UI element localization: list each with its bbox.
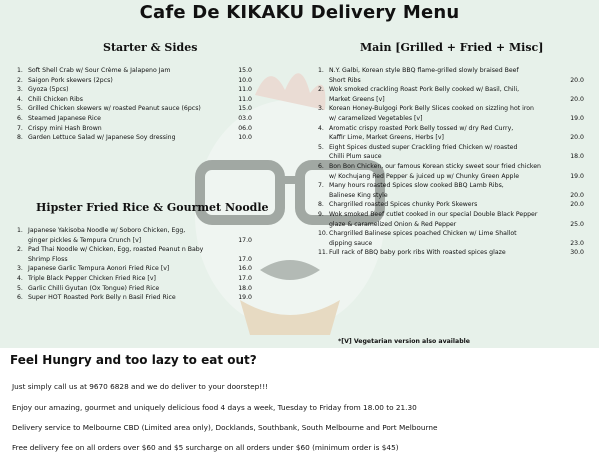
item-name: Garlic Chilli Gyutan (Ox Tongue) Fried Rice xyxy=(28,284,160,292)
item-number: 11. xyxy=(318,249,328,257)
main-heading: Main [Grilled + Fried + Misc] xyxy=(360,41,544,54)
item-price: 06.0 xyxy=(238,124,252,132)
item-price xyxy=(562,66,584,76)
item-price xyxy=(562,162,584,172)
menu-item xyxy=(318,114,584,124)
menu-item xyxy=(318,66,584,76)
info-line-phone: Just simply call us at 9670 6828 and we do deliver to your doorstep!!! xyxy=(12,382,269,391)
item-name: Japanese Garlic Tempura Aonori Fried Rice [v] xyxy=(28,265,170,273)
item-number: 2. xyxy=(17,76,23,84)
item-number: 4. xyxy=(318,124,324,132)
item-name: Chilli Plum sauce xyxy=(329,153,382,161)
item-price: 19.0 xyxy=(238,294,252,302)
item-price xyxy=(562,210,584,220)
menu-item xyxy=(318,210,584,220)
menu-item xyxy=(318,229,584,239)
item-number: 7. xyxy=(17,124,23,132)
item-price: 15.0 xyxy=(238,67,252,74)
item-name: Short Ribs xyxy=(329,76,361,84)
item-name: Wok smoked Beef cutlet cooked in our special Double Black Pepper xyxy=(329,210,538,218)
menu-item xyxy=(318,239,584,249)
item-number xyxy=(17,255,28,265)
item-name: glaze & caramelized Onion & Red Pepper xyxy=(329,220,457,228)
item-price: 16.0 xyxy=(238,265,252,273)
menu-item xyxy=(318,191,584,201)
menu-item xyxy=(17,85,252,95)
item-price: 10.0 xyxy=(238,76,252,84)
item-number: 4. xyxy=(17,95,23,103)
item-price: 30.0 xyxy=(570,249,584,257)
item-number: 8. xyxy=(318,201,324,209)
info-line-areas: Delivery service to Melbourne CBD (Limited area only), Docklands, Southbank, South Melbourne and Port Melbourne xyxy=(12,423,438,432)
menu-item xyxy=(17,124,252,134)
item-price: 18.0 xyxy=(238,284,252,292)
item-name: Kaffir Lime, Market Greens, Herbs [v] xyxy=(329,134,444,142)
item-price: 10.0 xyxy=(238,134,252,142)
item-name: Triple Black Pepper Chicken Fried Rice [v] xyxy=(28,274,156,282)
item-price: 20.0 xyxy=(570,134,584,142)
item-name: Japanese Yakisoba Noodle w/ Soboro Chicken, Egg, xyxy=(28,227,186,234)
item-price: 25.0 xyxy=(570,220,584,228)
menu-item xyxy=(318,85,584,95)
menu-item xyxy=(17,274,252,284)
item-number xyxy=(318,133,329,143)
menu-item xyxy=(17,226,252,236)
menu-item xyxy=(17,66,252,76)
item-name: Super HOT Roasted Pork Belly n Basil Fried Rice xyxy=(28,294,176,302)
menu-item xyxy=(318,133,584,143)
menu-item xyxy=(318,172,584,182)
item-number: 7. xyxy=(318,182,324,190)
item-price: 20.0 xyxy=(570,191,584,199)
item-name: Full rack of BBQ baby pork ribs With roasted spices glaze xyxy=(329,249,506,257)
item-price: 11.0 xyxy=(238,86,252,94)
item-name: Bon Bon Chicken, our famous Korean sticky sweet sour fried chicken xyxy=(329,162,541,170)
item-number: 5. xyxy=(17,284,23,292)
starter-heading: Starter & Sides xyxy=(103,41,198,54)
menu-item xyxy=(17,264,252,274)
vegetarian-note: *[V] Vegetarian version also available xyxy=(338,338,470,345)
item-name: Market Greens [v] xyxy=(329,95,385,103)
item-number: 3. xyxy=(17,265,23,273)
item-price: 20.0 xyxy=(570,95,584,103)
delivery-info xyxy=(0,348,599,457)
menu-item xyxy=(318,248,584,258)
item-number: 1. xyxy=(17,67,23,74)
menu-item xyxy=(17,236,252,246)
menu-item xyxy=(318,200,584,210)
item-price xyxy=(562,85,584,95)
item-number xyxy=(318,239,329,249)
item-name: ginger pickles & Tempura Crunch [v] xyxy=(28,236,142,244)
menu-item xyxy=(318,104,584,114)
item-price: 15.0 xyxy=(238,105,252,113)
item-name: Balinese King style xyxy=(329,191,388,199)
item-price: 20.0 xyxy=(570,201,584,209)
item-price: 19.0 xyxy=(570,114,584,122)
item-number: 5. xyxy=(318,143,324,151)
item-name: N.Y. Galbi, Korean style BBQ flame-grilled slowly braised Beef xyxy=(329,67,519,74)
item-price: 18.0 xyxy=(570,153,584,161)
item-number: 10. xyxy=(318,230,328,238)
item-number: 8. xyxy=(17,134,23,142)
item-name: Eight Spices dusted super Crackling fried Chicken w/ roasted xyxy=(329,143,518,151)
menu-item xyxy=(318,162,584,172)
item-number: 1. xyxy=(17,227,23,234)
item-name: Grilled Chicken skewers w/ roasted Peanut sauce (6pcs) xyxy=(28,105,201,113)
item-name: Steamed Japanese Rice xyxy=(28,114,101,122)
item-price xyxy=(562,104,584,114)
menu-item xyxy=(17,284,252,294)
item-name: w/ Kochujang Red Pepper & juiced up w/ Chunky Green Apple xyxy=(329,172,520,180)
item-number xyxy=(318,191,329,201)
item-price: 11.0 xyxy=(238,95,252,103)
item-number: 9. xyxy=(318,210,324,218)
menu-item xyxy=(318,181,584,191)
item-name: dipping sauce xyxy=(329,239,373,247)
item-price xyxy=(562,124,584,134)
item-price xyxy=(562,181,584,191)
menu-item xyxy=(17,104,252,114)
info-line-hours: Enjoy our amazing, gourmet and uniquely delicious food 4 days a week, Tuesday to Friday from 18.00 to 21.30 xyxy=(12,403,417,412)
menu-item xyxy=(318,76,584,86)
item-price xyxy=(562,229,584,239)
item-name: Korean Honey-Bulgogi Pork Belly Slices cooked on sizzling hot iron xyxy=(329,105,534,113)
item-name: Chargrilled Balinese spices poached Chicken w/ Lime Shallot xyxy=(329,230,517,238)
item-number: 6. xyxy=(17,294,23,302)
item-name: Chili Chicken Ribs xyxy=(28,95,83,103)
item-number xyxy=(318,172,329,182)
item-name: Soft Shell Crab w/ Sour Crème & Jalapeno Jam xyxy=(28,67,171,74)
item-number: 1. xyxy=(318,67,324,74)
menu-item xyxy=(318,95,584,105)
item-name: Gyoza (5pcs) xyxy=(28,86,69,94)
item-name: Wok smoked crackling Roast Pork Belly cooked w/ Basil, Chili, xyxy=(329,86,520,94)
item-number: 6. xyxy=(318,162,324,170)
menu-item xyxy=(17,95,252,105)
main-list xyxy=(318,66,584,258)
item-number: 5. xyxy=(17,105,23,113)
menu-item xyxy=(17,293,252,303)
item-number: 4. xyxy=(17,274,23,282)
item-name: Crispy mini Hash Brown xyxy=(28,124,102,132)
item-price xyxy=(230,245,252,255)
item-number xyxy=(318,152,329,162)
item-name: w/ caramelized Vegetables [v] xyxy=(329,114,423,122)
item-name: Pad Thai Noodle w/ Chicken, Egg, roasted Peanut n Baby xyxy=(28,246,204,254)
menu-item xyxy=(17,245,252,255)
hipster-list xyxy=(17,226,252,303)
item-price xyxy=(230,226,252,236)
item-number xyxy=(318,76,329,86)
menu-item xyxy=(17,114,252,124)
hipster-heading: Hipster Fried Rice & Gourmet Noodle xyxy=(36,201,269,214)
item-name: Aromatic crispy roasted Pork Belly tossed w/ dry Red Curry, xyxy=(329,124,514,132)
item-number xyxy=(17,236,28,246)
item-number xyxy=(318,95,329,105)
item-number: 2. xyxy=(17,246,23,254)
menu-item xyxy=(17,76,252,86)
info-line-fees: Free delivery fee on all orders over $60 and $5 surcharge on all orders under $60 (minimum order is $45) xyxy=(12,443,399,452)
item-name: Shrimp Floss xyxy=(28,255,68,263)
item-price: 17.0 xyxy=(238,274,252,282)
item-price xyxy=(562,143,584,153)
item-number: 6. xyxy=(17,114,23,122)
item-price: 23.0 xyxy=(570,239,584,247)
menu-title: Cafe De KIKAKU Delivery Menu xyxy=(139,2,460,23)
item-name: Garden Lettuce Salad w/ Japanese Soy dressing xyxy=(28,134,176,142)
item-price: 03.0 xyxy=(238,114,252,122)
menu-item xyxy=(17,255,252,265)
item-name: Saigon Pork skewers (2pcs) xyxy=(28,76,113,84)
delivery-heading: Feel Hungry and too lazy to eat out? xyxy=(10,353,257,367)
item-number: 3. xyxy=(318,105,324,113)
item-price: 20.0 xyxy=(570,76,584,84)
item-price: 17.0 xyxy=(238,236,252,244)
menu-item xyxy=(318,143,584,153)
menu-item xyxy=(318,152,584,162)
item-number: 3. xyxy=(17,86,23,94)
menu-item xyxy=(318,124,584,134)
menu-item xyxy=(17,133,252,143)
item-price: 17.0 xyxy=(238,255,252,263)
item-number xyxy=(318,114,329,124)
item-name: Chargrilled roasted Spices chunky Pork Skewers xyxy=(329,201,478,209)
item-price: 19.0 xyxy=(570,172,584,180)
item-name: Many hours roasted Spices slow cooked BBQ Lamb Ribs, xyxy=(329,182,504,190)
starter-list xyxy=(17,66,252,143)
item-number: 2. xyxy=(318,86,324,94)
menu-item xyxy=(318,220,584,230)
item-number xyxy=(318,220,329,230)
